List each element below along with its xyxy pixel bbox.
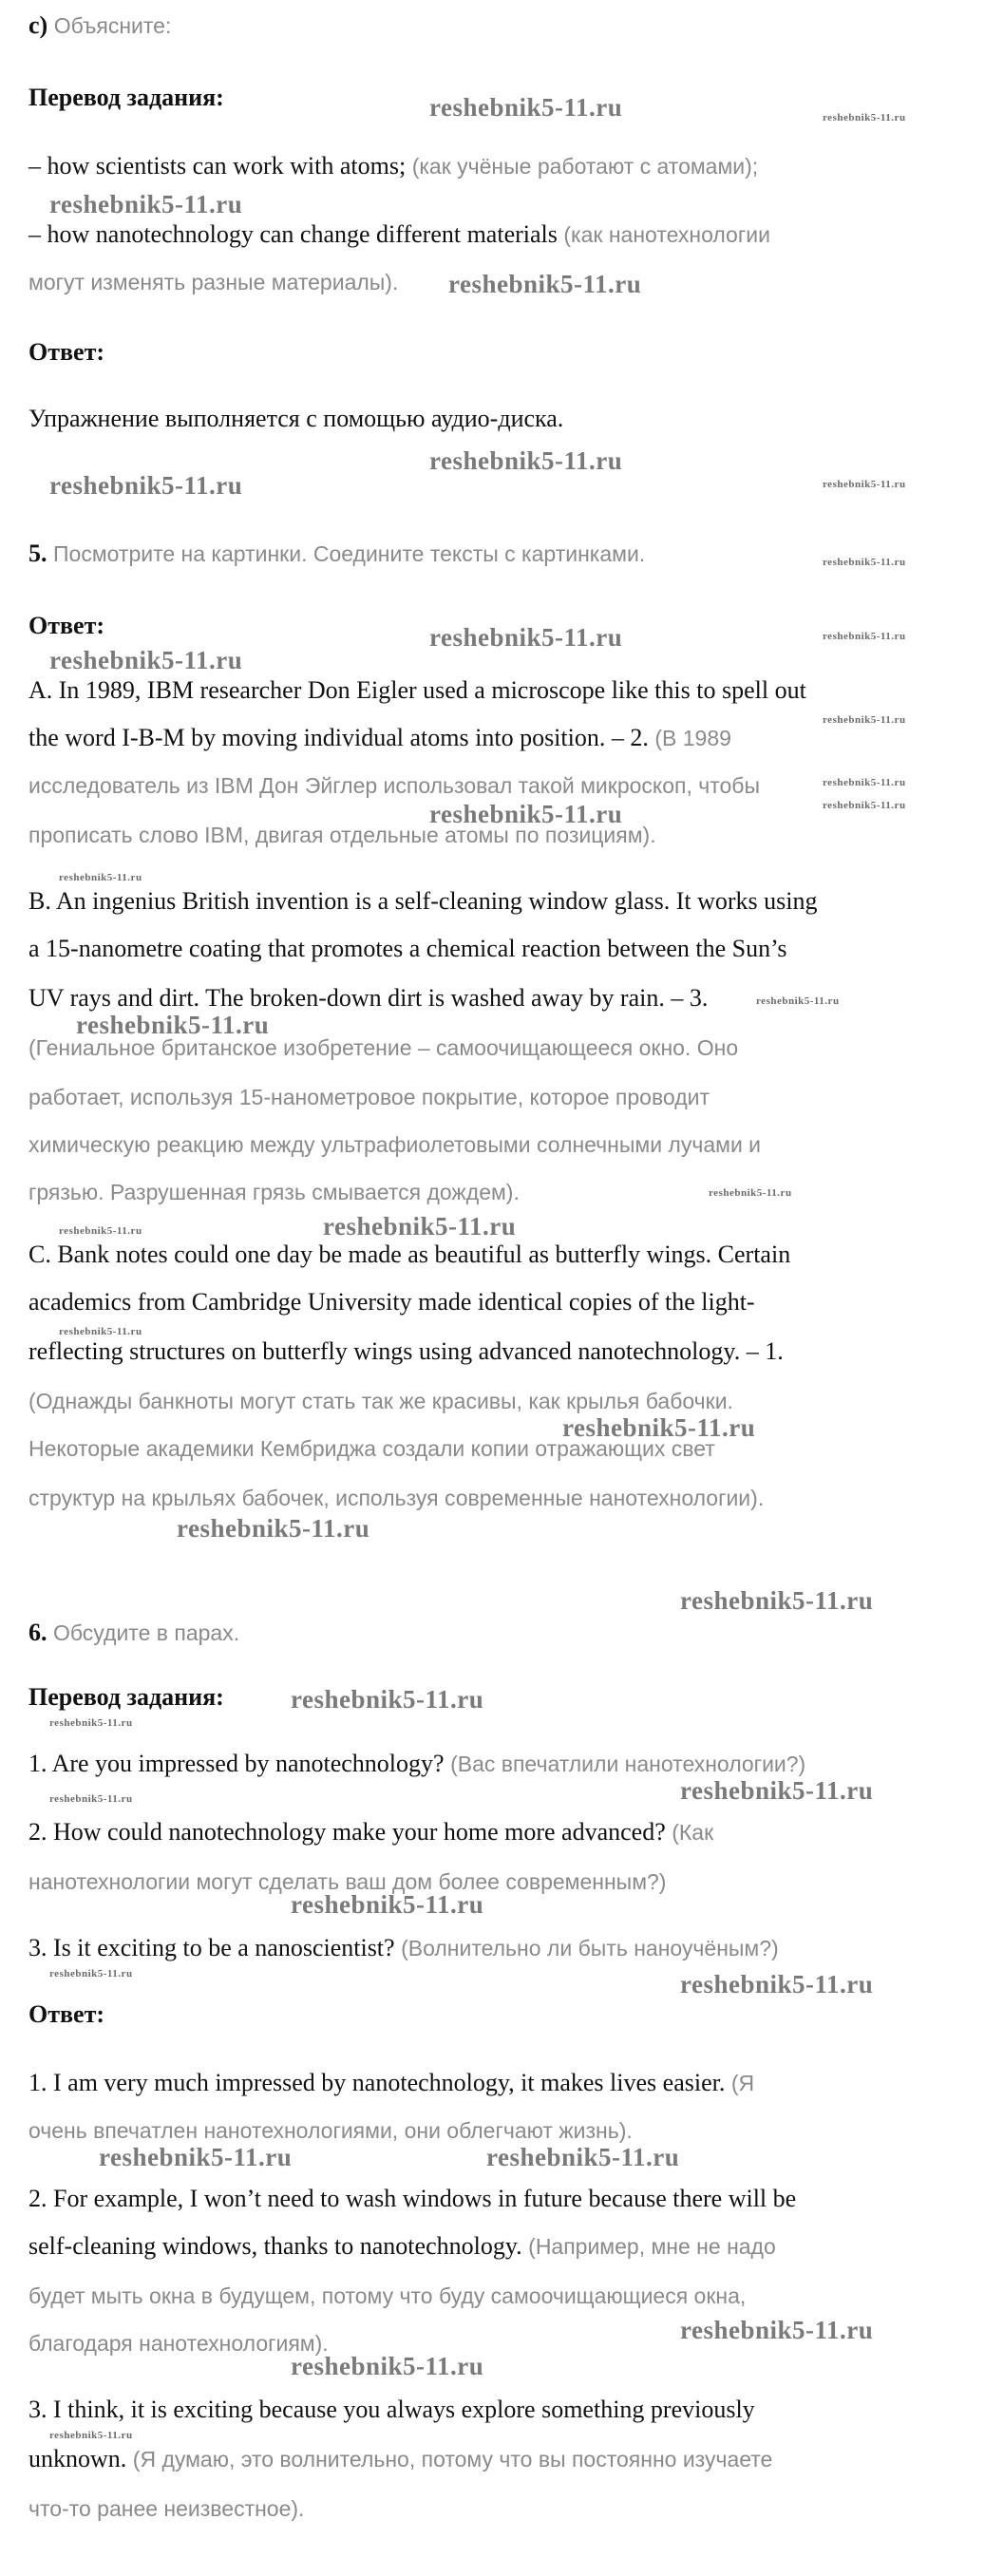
watermark: reshebnik5-11.ru — [49, 1717, 133, 1729]
task-heading-2: Перевод задания: — [28, 1683, 224, 1711]
ex5-b-line-2: a 15-nanometre coating that promotes a chemical reaction between the Sun’s — [28, 935, 787, 962]
watermark: reshebnik5-11.ru — [49, 1793, 133, 1805]
watermark: reshebnik5-11.ru — [680, 1586, 874, 1615]
ex5-b-line-7: грязью. Разрушенная грязь смывается дождем). — [28, 1180, 520, 1204]
ex5-b-line-6: химическую реакцию между ультрафиолетовыми солнечными лучами и — [28, 1132, 762, 1157]
answer-heading-2: Ответ: — [28, 612, 105, 639]
watermark: reshebnik5-11.ru — [823, 714, 906, 726]
watermark: reshebnik5-11.ru — [823, 112, 906, 123]
c-line-3: могут изменять разные материалы). — [28, 270, 399, 294]
ex5-c-line-3: reflecting structures on butterfly wings using advanced nanotechnology. – 1. — [28, 1337, 784, 1365]
c-line-1: – how scientists can work with atoms; (как учёные работают с атомами); — [28, 152, 759, 180]
watermark: reshebnik5-11.ru — [49, 471, 243, 500]
ex5-b-line-1: B. An ingenius British invention is a self-cleaning window glass. It works using — [28, 887, 818, 915]
ex6-r1-line-2: очень впечатлен нанотехнологиями, они облегчают жизнь). — [28, 2118, 633, 2143]
watermark: reshebnik5-11.ru — [823, 557, 906, 568]
watermark: reshebnik5-11.ru — [99, 2143, 293, 2171]
ex5-a-line-2: the word I-B-M by moving individual atoms into position. – 2. (В 1989 — [28, 724, 731, 751]
c-text: Объясните: — [53, 13, 172, 38]
ex5-a-line-3: исследователь из IBM Дон Эйглер использовал такой микроскоп, чтобы — [28, 773, 761, 798]
watermark: reshebnik5-11.ru — [49, 1968, 133, 1979]
watermark: reshebnik5-11.ru — [291, 1890, 484, 1919]
watermark: reshebnik5-11.ru — [429, 800, 623, 828]
answer-heading-3: Ответ: — [28, 2000, 105, 2028]
c-label: c) — [28, 11, 48, 39]
ex6-r3: 3. I think, it is exciting because you always explore something previously — [28, 2396, 755, 2423]
watermark: reshebnik5-11.ru — [49, 2430, 133, 2441]
ex6-r2-line-2: self-cleaning windows, thanks to nanotechnology. (Например, мне не надо — [28, 2232, 776, 2260]
ex5-c-line-1: C. Bank notes could one day be made as beautiful as butterfly wings. Certain — [28, 1241, 791, 1268]
ex6-heading: 6. Обсудите в парах. — [28, 1619, 240, 1646]
ex6-r2-line-3: будет мыть окна в будущем, потому что буду самоочищающиеся окна, — [28, 2283, 747, 2308]
ex5-c-line-4: (Однажды банкноты могут стать так же красивы, как крылья бабочки. — [28, 1389, 733, 1413]
watermark: reshebnik5-11.ru — [59, 1225, 142, 1237]
watermark: reshebnik5-11.ru — [49, 646, 243, 674]
c-line-2: – how nanotechnology can change different materials (как нанотехнологии — [28, 220, 770, 248]
watermark: reshebnik5-11.ru — [59, 1326, 142, 1337]
ex5-a-line-1: A. In 1989, IBM researcher Don Eigler used a microscope like this to spell out — [28, 676, 806, 704]
ex6-r3-line-3: что-то ранее неизвестное). — [28, 2496, 305, 2521]
watermark: reshebnik5-11.ru — [59, 872, 142, 883]
watermark: reshebnik5-11.ru — [448, 270, 642, 298]
ex6-q1: 1. Are you impressed by nanotechnology? (Вас впечатлили нанотехнологии?) — [28, 1750, 806, 1777]
ex6-q2-line-2: нанотехнологии могут сделать ваш дом более современным?) — [28, 1869, 667, 1894]
c-item-line — [28, 11, 171, 40]
watermark: reshebnik5-11.ru — [823, 631, 906, 642]
watermark: reshebnik5-11.ru — [323, 1212, 517, 1241]
watermark: reshebnik5-11.ru — [429, 93, 623, 122]
watermark: reshebnik5-11.ru — [49, 190, 243, 218]
ex5-heading: 5. Посмотрите на картинки. Соедините тексты с картинками. — [28, 540, 646, 567]
watermark: reshebnik5-11.ru — [823, 479, 906, 490]
c-answer: Упражнение выполняется с помощью аудио-диска. — [28, 405, 564, 432]
ex5-c-line-2: academics from Cambridge University made identical copies of the light- — [28, 1288, 755, 1316]
ex5-c-line-6: структур на крыльях бабочек, используя современные нанотехнологии). — [28, 1486, 765, 1510]
watermark: reshebnik5-11.ru — [291, 1685, 484, 1714]
watermark: reshebnik5-11.ru — [291, 2352, 484, 2380]
ex5-b-line-5: работает, используя 15-нанометровое покрытие, которое проводит — [28, 1085, 710, 1109]
ex6-r3-line-2: unknown. (Я думаю, это волнительно, потому что вы постоянно изучаете — [28, 2445, 773, 2472]
ex5-b-line-3: UV rays and dirt. The broken-down dirt is washed away by rain. – 3. — [28, 984, 709, 1012]
ex6-r2-line-4: благодаря нанотехнологиям). — [28, 2331, 329, 2356]
watermark: reshebnik5-11.ru — [486, 2143, 680, 2171]
ex5-b-line-4: (Гениальное британское изобретение – самоочищающееся окно. Оно — [28, 1035, 739, 1060]
task-heading-1: Перевод задания: — [28, 84, 224, 111]
watermark: reshebnik5-11.ru — [823, 800, 906, 811]
watermark: reshebnik5-11.ru — [680, 2316, 874, 2344]
watermark: reshebnik5-11.ru — [429, 446, 623, 475]
watermark: reshebnik5-11.ru — [756, 995, 840, 1007]
ex6-r1: 1. I am very much impressed by nanotechnology, it makes lives easier. (Я — [28, 2069, 755, 2096]
ex5-a-line-4: прописать слово IBM, двигая отдельные атомы по позициям). — [28, 823, 656, 847]
watermark: reshebnik5-11.ru — [177, 1514, 370, 1543]
watermark: reshebnik5-11.ru — [823, 777, 906, 788]
ex6-q2: 2. How could nanotechnology make your home more advanced? (Как — [28, 1818, 714, 1846]
ex5-c-line-5: Некоторые академики Кембриджа создали копии отражающих свет — [28, 1436, 715, 1461]
ex6-r2: 2. For example, I won’t need to wash windows in future because there will be — [28, 2185, 797, 2212]
watermark: reshebnik5-11.ru — [680, 1970, 874, 1998]
watermark: reshebnik5-11.ru — [680, 1776, 874, 1805]
watermark: reshebnik5-11.ru — [709, 1187, 792, 1199]
watermark: reshebnik5-11.ru — [76, 1011, 270, 1039]
watermark: reshebnik5-11.ru — [429, 623, 623, 652]
watermark: reshebnik5-11.ru — [562, 1413, 756, 1442]
ex6-q3: 3. Is it exciting to be a nanoscientist? (Волнительно ли быть наноучёным?) — [28, 1934, 779, 1961]
answer-heading-1: Ответ: — [28, 338, 105, 366]
